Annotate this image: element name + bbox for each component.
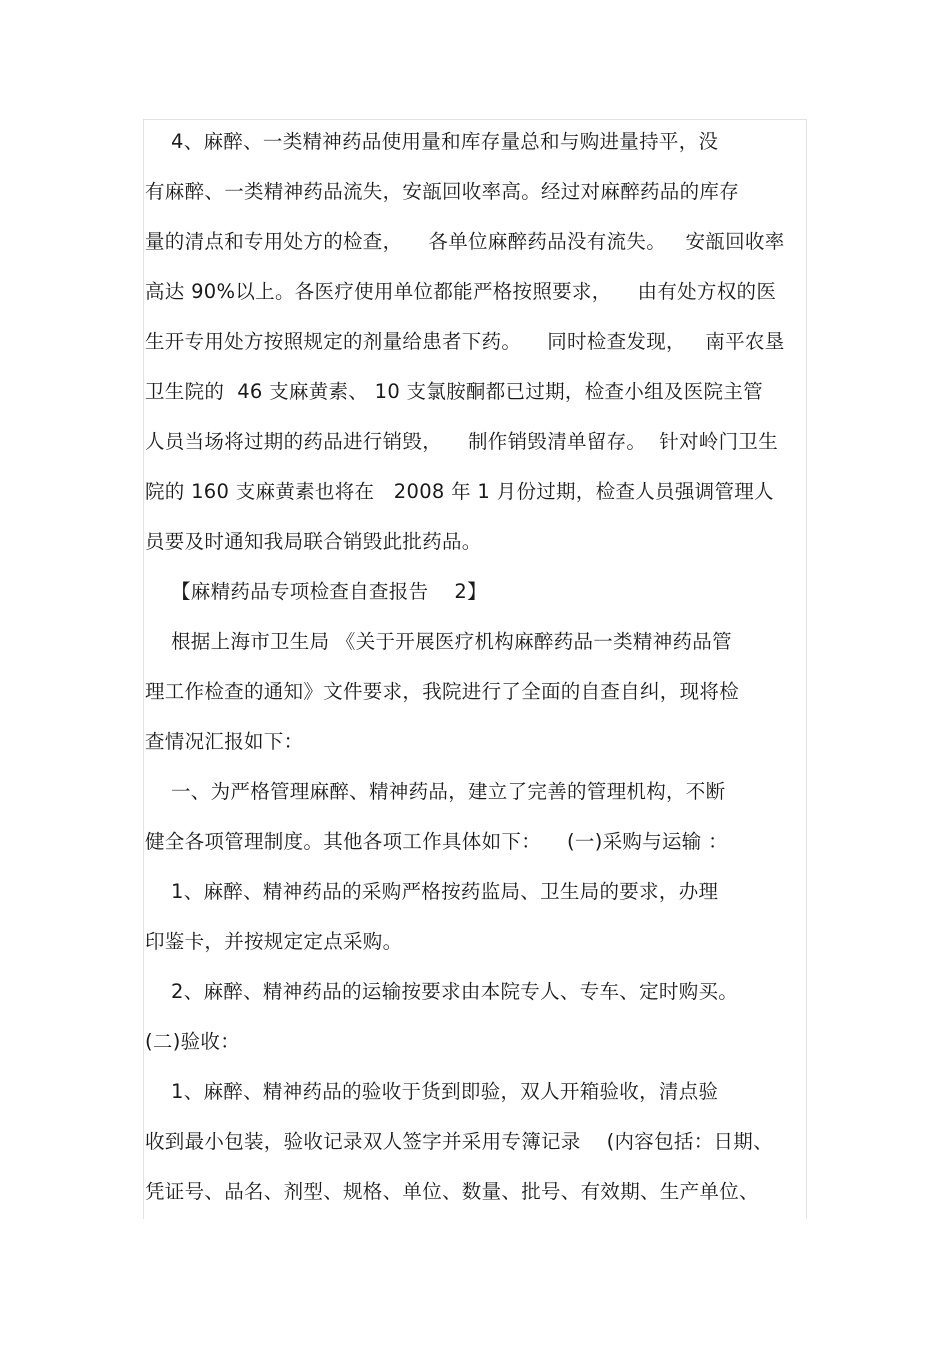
text-line: 查情况汇报如下： bbox=[145, 730, 304, 753]
text-line: 高达 90%以上。各医疗使用单位都能严格按照要求， 由有处方权的医 bbox=[145, 280, 777, 303]
text-line: 收到最小包装，验收记录双人签字并采用专簿记录 (内容包括：日期、 bbox=[145, 1130, 773, 1153]
text-line: 理工作检查的通知》文件要求，我院进行了全面的自查自纠，现将检 bbox=[145, 680, 740, 703]
text-line: 健全各项管理制度。其他各项工作具体如下： (一)采购与运输 ： bbox=[145, 830, 728, 853]
text-line: 量的清点和专用处方的检查， 各单位麻醉药品没有流失。 安瓿回收率 bbox=[145, 230, 785, 253]
text-line: 一、为严格管理麻醉、精神药品，建立了完善的管理机构，不断 bbox=[145, 780, 726, 803]
text-line: 1、麻醉、精神药品的采购严格按药监局、卫生局的要求，办理 bbox=[145, 880, 719, 903]
text-line: 员要及时通知我局联合销毁此批药品。 bbox=[145, 530, 482, 553]
text-line: 院的 160 支麻黄素也将在 2008 年 1 月份过期，检查人员强调管理人 bbox=[145, 480, 774, 503]
text-line: (二)验收： bbox=[145, 1030, 241, 1053]
text-line: 1、麻醉、精神药品的验收于货到即验，双人开箱验收，清点验 bbox=[145, 1080, 719, 1103]
section-heading: 【麻精药品专项检查自查报告 2】 bbox=[145, 580, 487, 603]
text-line: 2、麻醉、精神药品的运输按要求由本院专人、专车、定时购买。 bbox=[145, 980, 739, 1003]
text-line: 凭证号、品名、剂型、规格、单位、数量、批号、有效期、生产单位、 bbox=[145, 1180, 759, 1203]
text-line: 生开专用处方按照规定的剂量给患者下药。 同时检查发现， 南平农垦 bbox=[145, 330, 785, 353]
text-line: 根据上海市卫生局 《关于开展医疗机构麻醉药品一类精神药品管 bbox=[145, 630, 732, 653]
text-line: 有麻醉、一类精神药品流失，安瓿回收率高。经过对麻醉药品的库存 bbox=[145, 180, 740, 203]
text-line: 4、麻醉、一类精神药品使用量和库存量总和与购进量持平，没 bbox=[145, 130, 719, 153]
text-line: 印鉴卡，并按规定定点采购。 bbox=[145, 930, 403, 953]
text-line: 人员当场将过期的药品进行销毁， 制作销毁清单留存。 针对岭门卫生 bbox=[145, 430, 778, 453]
text-line: 卫生院的 46 支麻黄素、 10 支氯胺酮都已过期，检查小组及医院主管 bbox=[145, 380, 763, 403]
